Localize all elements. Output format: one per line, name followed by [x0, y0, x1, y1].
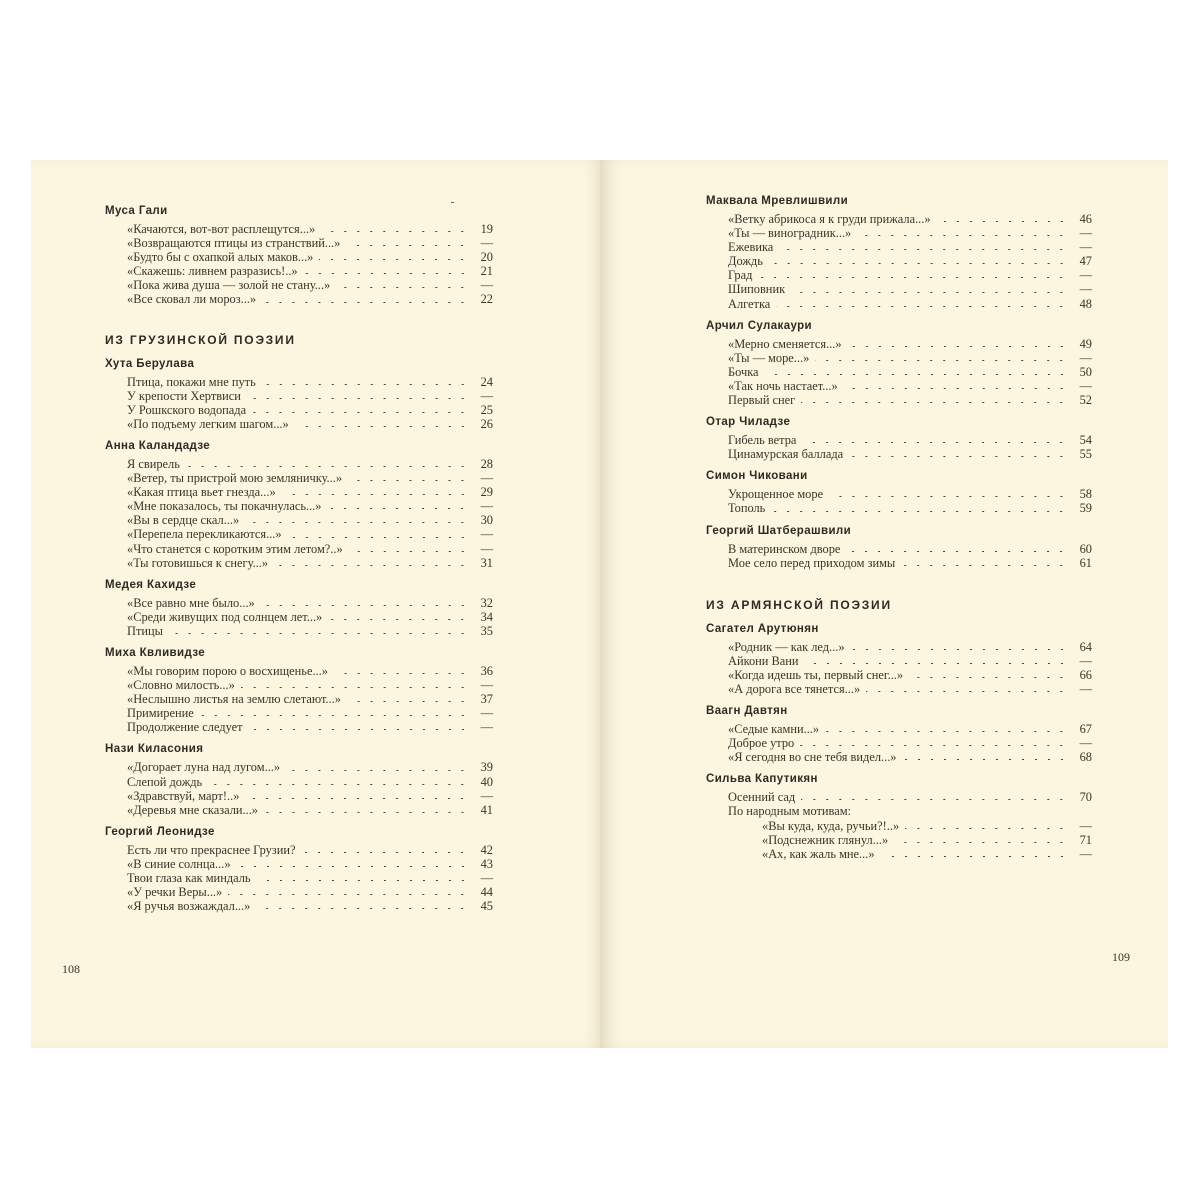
dot-leader	[237, 866, 469, 867]
toc-entry	[105, 250, 493, 264]
dot-leader	[903, 759, 1068, 760]
dot-leader	[282, 494, 469, 495]
entry-page-number: 59	[1079, 501, 1092, 516]
toc-entry	[706, 212, 1092, 226]
entry-page-number: 34	[480, 609, 493, 624]
dot-leader	[208, 784, 469, 785]
dot-leader	[905, 828, 1068, 829]
dot-leader	[257, 880, 469, 881]
dot-leader	[328, 619, 469, 620]
toc-entry	[706, 556, 1092, 570]
dot-leader	[349, 551, 469, 552]
entry-title: «Догорает луна над лугом...»	[127, 760, 281, 775]
toc-entry	[706, 722, 1092, 736]
entry-page-number: —	[480, 278, 493, 293]
entry-page-number: 39	[480, 760, 493, 775]
dot-leader	[245, 798, 469, 799]
entry-page-number: —	[480, 541, 493, 556]
entry-page-number: 29	[480, 485, 493, 500]
entry-title: В материнском дворе	[728, 541, 841, 556]
entry-title: «Деревья мне сказали...»	[127, 802, 258, 817]
dot-leader	[779, 249, 1068, 250]
entry-title: Слепой дождь	[127, 774, 203, 789]
toc-entry	[706, 736, 1092, 750]
toc-entry	[105, 775, 493, 789]
toc-entry	[105, 417, 493, 431]
entry-page-number: 40	[480, 774, 493, 789]
dot-leader	[245, 522, 469, 523]
dot-leader	[346, 245, 469, 246]
entry-title: «Что станется с коротким этим летом?..»	[127, 541, 343, 556]
entry-title: «Возвращаются птицы из странствий...»	[127, 236, 341, 251]
toc-entry	[105, 471, 493, 485]
entry-title: «Седые камни...»	[728, 722, 820, 737]
toc-entry	[105, 485, 493, 499]
entry-title: «Ты готовишься к снегу...»	[127, 555, 269, 570]
dot-leader	[881, 856, 1068, 857]
entry-page-number: 55	[1079, 447, 1092, 462]
entry-title: «Так ночь настает...»	[728, 378, 838, 393]
dot-leader	[851, 649, 1068, 650]
author-heading: Симон Чиковани	[706, 470, 808, 483]
entry-title: «Среди живущих под солнцем лет...»	[127, 609, 323, 624]
toc-entry	[105, 720, 493, 734]
toc-entry	[706, 790, 1092, 804]
entry-title: Дождь	[728, 254, 763, 269]
entry-title: Осенний сад	[728, 790, 796, 805]
entry-title: По народным мотивам:	[728, 804, 851, 819]
entry-page-number: —	[480, 388, 493, 403]
entry-title: «Какая птица вьет гнезда...»	[127, 485, 276, 500]
toc-entry	[105, 664, 493, 678]
entry-page-number: —	[480, 788, 493, 803]
toc-entry	[105, 899, 493, 913]
entry-page-number: —	[1079, 846, 1092, 861]
entry-title: «Вы куда, куда, ручьи?!..»	[762, 818, 900, 833]
toc-entry	[706, 337, 1092, 351]
entry-title: «А дорога все тянется...»	[728, 681, 861, 696]
page-number-left: 108	[62, 962, 80, 976]
toc-entry	[706, 542, 1092, 556]
entry-page-number: 41	[480, 802, 493, 817]
entry-title: «По подъему легким шагом...»	[127, 416, 289, 431]
dot-leader	[286, 770, 469, 771]
entry-title: Алгетка	[728, 296, 771, 311]
toc-entry	[706, 447, 1092, 461]
toc-entry	[105, 789, 493, 803]
dot-leader	[848, 346, 1068, 347]
entry-page-number: 20	[480, 250, 493, 265]
right-page	[600, 160, 1168, 1048]
entry-title: Доброе утро	[728, 736, 795, 751]
entry-page-number: 37	[480, 692, 493, 707]
entry-title: «Здравствуй, март!..»	[127, 788, 240, 803]
entry-title: «Мне показалось, ты покачнулась...»	[127, 499, 322, 514]
author-heading: Маквала Мревлишвили	[706, 195, 849, 207]
entry-page-number: —	[480, 706, 493, 721]
entry-title: «Будто бы с охапкой алых маков...»	[127, 250, 314, 265]
entry-page-number: 22	[480, 292, 493, 307]
author-heading: Отар Чиладзе	[706, 416, 791, 429]
dot-leader	[849, 456, 1068, 457]
dot-leader	[937, 221, 1068, 222]
dot-leader	[857, 235, 1068, 236]
entry-title: «Я ручья возжаждал...»	[127, 899, 251, 914]
toc-entry	[105, 513, 493, 527]
entry-title: «Вы в сердце скал...»	[127, 513, 240, 528]
dot-leader	[844, 388, 1068, 389]
entry-page-number: 24	[480, 374, 493, 389]
entry-page-number: 19	[480, 222, 493, 236]
entry-page-number: —	[1079, 226, 1092, 241]
dot-leader	[769, 263, 1068, 264]
entry-page-number: —	[1079, 736, 1092, 751]
toc-entry	[105, 803, 493, 817]
dot-leader	[805, 663, 1068, 664]
section-heading: ИЗ ГРУЗИНСКОЙ ПОЭЗИИ	[105, 332, 296, 347]
dot-leader	[894, 842, 1068, 843]
dot-leader	[252, 412, 469, 413]
toc-entry	[105, 692, 493, 706]
entry-page-number: 28	[480, 456, 493, 471]
author-heading: Сагател Арутюнян	[706, 622, 819, 635]
entry-page-number: 30	[480, 513, 493, 528]
right-toc	[706, 160, 1092, 861]
author-heading: Сильва Капутикян	[706, 773, 818, 786]
dot-leader	[301, 852, 469, 853]
entry-page-number: 61	[1079, 555, 1092, 570]
author-heading: Хута Берулава	[105, 357, 195, 370]
toc-entry	[706, 819, 1092, 833]
entry-title: Продолжение следует	[127, 720, 243, 735]
dot-leader	[249, 729, 469, 730]
entry-title: Гибель ветра	[728, 433, 797, 448]
entry-title: «Когда идешь ты, первый снег...»	[728, 667, 904, 682]
entry-title: Бочка	[728, 364, 759, 379]
entry-title: Укрощенное море	[728, 487, 824, 502]
dot-leader	[348, 480, 469, 481]
section-heading: ИЗ АРМЯНСКОЙ ПОЭЗИИ	[706, 597, 892, 612]
dot-leader	[241, 687, 469, 688]
entry-page-number: 32	[480, 595, 493, 610]
toc-entry	[706, 433, 1092, 447]
author-heading: Георгий Леонидзе	[105, 825, 215, 838]
entry-page-number: 71	[1079, 832, 1092, 847]
toc-entry	[105, 542, 493, 556]
toc-entry	[105, 403, 493, 417]
toc-entry	[105, 885, 493, 899]
entry-page-number: 36	[480, 663, 493, 678]
toc-entry	[706, 268, 1092, 282]
entry-title: Град	[728, 268, 753, 283]
toc-entry	[105, 527, 493, 541]
dot-leader	[800, 745, 1068, 746]
entry-page-number: 47	[1079, 254, 1092, 269]
toc-entry	[706, 501, 1092, 515]
toc-entry	[706, 654, 1092, 668]
toc-entry	[706, 682, 1092, 696]
dot-leader	[334, 673, 469, 674]
entry-title: У Рошкского водопада	[127, 402, 247, 417]
entry-title: Твои глаза как миндаль	[127, 871, 251, 885]
dot-leader	[347, 701, 469, 702]
dot-leader	[758, 277, 1068, 278]
entry-page-number: —	[1079, 653, 1092, 668]
entry-page-number: 21	[480, 264, 493, 279]
dot-leader	[336, 287, 469, 288]
toc-entry	[706, 254, 1092, 268]
toc-entry	[105, 389, 493, 403]
toc-entry	[105, 624, 493, 638]
entry-page-number: 68	[1079, 750, 1092, 765]
entry-page-number: —	[1079, 282, 1092, 297]
dot-leader	[327, 508, 469, 509]
entry-title: «Все равно мне было...»	[127, 595, 255, 610]
toc-entry	[105, 556, 493, 570]
dot-leader	[909, 677, 1068, 678]
toc-entry	[706, 833, 1092, 847]
entry-page-number: 66	[1079, 667, 1092, 682]
author-heading: Георгий Шатберашвили	[706, 524, 852, 537]
entry-title: Тополь	[728, 501, 766, 516]
entry-title: «У речки Веры...»	[127, 885, 223, 900]
entry-page-number: —	[1079, 350, 1092, 365]
author-heading: Арчил Сулакаури	[706, 319, 813, 332]
dot-leader	[765, 374, 1068, 375]
dot-leader	[228, 894, 469, 895]
page-number-right: 109	[1112, 950, 1130, 964]
dot-leader	[776, 306, 1068, 307]
entry-page-number: 54	[1079, 433, 1092, 448]
entry-title: «Словно милость...»	[127, 678, 235, 693]
entry-title: Цинамурская баллада	[728, 447, 844, 462]
entry-page-number: 49	[1079, 336, 1092, 351]
author-heading: Муса Гали	[105, 205, 168, 217]
entry-title: «Подснежник глянул...»	[762, 832, 889, 847]
entry-page-number: —	[480, 236, 493, 251]
entry-page-number: —	[480, 720, 493, 735]
entry-title: «Перепела перекликаются...»	[127, 527, 282, 542]
entry-title: «В синие солнца...»	[127, 856, 231, 871]
toc-entry	[706, 226, 1092, 240]
dot-leader	[261, 605, 469, 606]
entry-page-number: —	[480, 678, 493, 693]
dot-leader	[802, 442, 1068, 443]
dot-leader	[825, 731, 1068, 732]
entry-page-number: 60	[1079, 541, 1092, 556]
toc-entry	[105, 678, 493, 692]
toc-entry	[706, 750, 1092, 764]
entry-page-number: 70	[1079, 790, 1092, 805]
toc-entry	[105, 857, 493, 871]
entry-page-number: 58	[1079, 487, 1092, 502]
toc-entry	[105, 457, 493, 471]
dot-leader	[801, 402, 1068, 403]
dot-leader	[169, 633, 469, 634]
entry-title: «Мы говорим порою о восхищенье...»	[127, 663, 328, 678]
entry-page-number: 48	[1079, 296, 1092, 311]
entry-page-number: 31	[480, 555, 493, 570]
entry-title: «Качаются, вот-вот расплещутся...»	[127, 222, 316, 236]
toc-entry	[706, 282, 1092, 296]
dot-leader	[771, 511, 1068, 512]
toc-entry	[105, 292, 493, 306]
entry-title: «Ах, как жаль мне...»	[762, 846, 875, 861]
dot-leader	[247, 398, 469, 399]
dot-leader	[321, 231, 469, 232]
entry-title: «Ты — виноградник...»	[728, 226, 852, 241]
toc-entry	[105, 843, 493, 857]
entry-title: «Скажешь: ливнем разразись!..»	[127, 264, 298, 279]
toc-entry	[706, 847, 1092, 861]
entry-page-number: 50	[1079, 364, 1092, 379]
entry-page-number: 35	[480, 623, 493, 638]
toc-entry	[105, 871, 493, 885]
entry-page-number: 25	[480, 402, 493, 417]
toc-entry	[706, 393, 1092, 407]
dot-leader	[304, 273, 469, 274]
entry-page-number: —	[1079, 818, 1092, 833]
entry-title: «Все сковал ли мороз...»	[127, 292, 257, 307]
dot-leader	[262, 302, 469, 303]
toc-entry	[105, 264, 493, 278]
entry-title: У крепости Хертвиси	[127, 388, 241, 403]
dot-leader	[200, 715, 469, 716]
dot-leader	[262, 384, 469, 385]
entry-page-number: —	[1079, 240, 1092, 255]
entry-title: Первый снег	[728, 393, 796, 408]
entry-title: «Ты — море...»	[728, 350, 810, 365]
toc-entry	[105, 760, 493, 774]
entry-page-number: 67	[1079, 722, 1092, 737]
entry-title: Ежевика	[728, 240, 774, 255]
entry-title: Птица, покажи мне путь	[127, 374, 256, 389]
entry-title: «Неслышно листья на землю слетают...»	[127, 692, 341, 707]
toc-entry	[706, 640, 1092, 654]
toc-entry	[105, 596, 493, 610]
dot-leader	[815, 360, 1068, 361]
toc-entry	[105, 278, 493, 292]
entry-page-number: 46	[1079, 212, 1092, 226]
entry-title: «Родник — как лед...»	[728, 639, 845, 654]
dot-leader	[264, 812, 469, 813]
toc-entry	[105, 375, 493, 389]
toc-entry	[706, 668, 1092, 682]
entry-title: Мое село перед приходом зимы	[728, 555, 896, 570]
toc-entry	[706, 240, 1092, 254]
dot-leader	[801, 799, 1068, 800]
toc-entry	[105, 610, 493, 624]
entry-page-number: 64	[1079, 639, 1092, 654]
entry-page-number: 52	[1079, 393, 1092, 408]
toc-entry	[706, 297, 1092, 311]
toc-entry	[706, 804, 1092, 818]
author-heading: Ваагн Давтян	[706, 705, 788, 718]
entry-page-number: 45	[480, 899, 493, 914]
entry-page-number: 44	[480, 885, 493, 900]
author-heading: Медея Кахидзе	[105, 578, 197, 591]
entry-title: «Я сегодня во сне тебя видел...»	[728, 750, 897, 765]
toc-entry	[706, 379, 1092, 393]
toc-entry	[706, 365, 1092, 379]
entry-page-number: 26	[480, 416, 493, 431]
toc-entry	[105, 499, 493, 513]
entry-page-number: 43	[480, 856, 493, 871]
entry-page-number: —	[480, 527, 493, 542]
entry-title: «Мерно сменяется...»	[728, 336, 842, 351]
left-toc	[105, 160, 493, 913]
entry-page-number: —	[480, 499, 493, 514]
dot-leader	[791, 292, 1068, 293]
entry-title: «Ветер, ты пристрой мою земляничку...»	[127, 471, 343, 486]
dot-leader	[901, 565, 1068, 566]
dot-leader	[319, 259, 469, 260]
toc-entry	[105, 706, 493, 720]
author-heading: Нази Киласония	[105, 743, 204, 756]
dot-leader	[846, 551, 1068, 552]
author-heading: Миха Квливидзе	[105, 646, 206, 659]
entry-title: «Пока жива душа — золой не стану...»	[127, 278, 331, 293]
entry-title: Айкони Вани	[728, 653, 799, 668]
entry-title: Птицы	[127, 623, 163, 638]
entry-page-number: 42	[480, 842, 493, 857]
entry-title: Шиповник	[728, 282, 786, 297]
dot-leader	[256, 908, 469, 909]
dot-leader	[295, 426, 469, 427]
toc-entry	[706, 487, 1092, 501]
toc-entry	[706, 351, 1092, 365]
entry-title: Есть ли что прекраснее Грузии?	[127, 842, 296, 857]
entry-title: Примирение	[127, 706, 194, 721]
dot-leader	[829, 496, 1068, 497]
dot-leader	[186, 466, 469, 467]
left-page	[31, 160, 605, 1048]
entry-title: «Ветку абрикоса я к груди прижала...»	[728, 212, 931, 226]
author-heading: Анна Каландадзе	[105, 439, 211, 452]
dot-leader	[866, 691, 1068, 692]
toc-entry	[105, 222, 493, 236]
entry-page-number: —	[480, 471, 493, 486]
entry-title: Я свирель	[127, 456, 180, 471]
toc-entry	[105, 236, 493, 250]
entry-page-number: —	[1079, 681, 1092, 696]
entry-page-number: —	[1079, 268, 1092, 283]
entry-page-number: —	[1079, 378, 1092, 393]
dot-leader	[288, 537, 469, 538]
dot-leader	[274, 565, 469, 566]
entry-page-number: —	[480, 871, 493, 885]
